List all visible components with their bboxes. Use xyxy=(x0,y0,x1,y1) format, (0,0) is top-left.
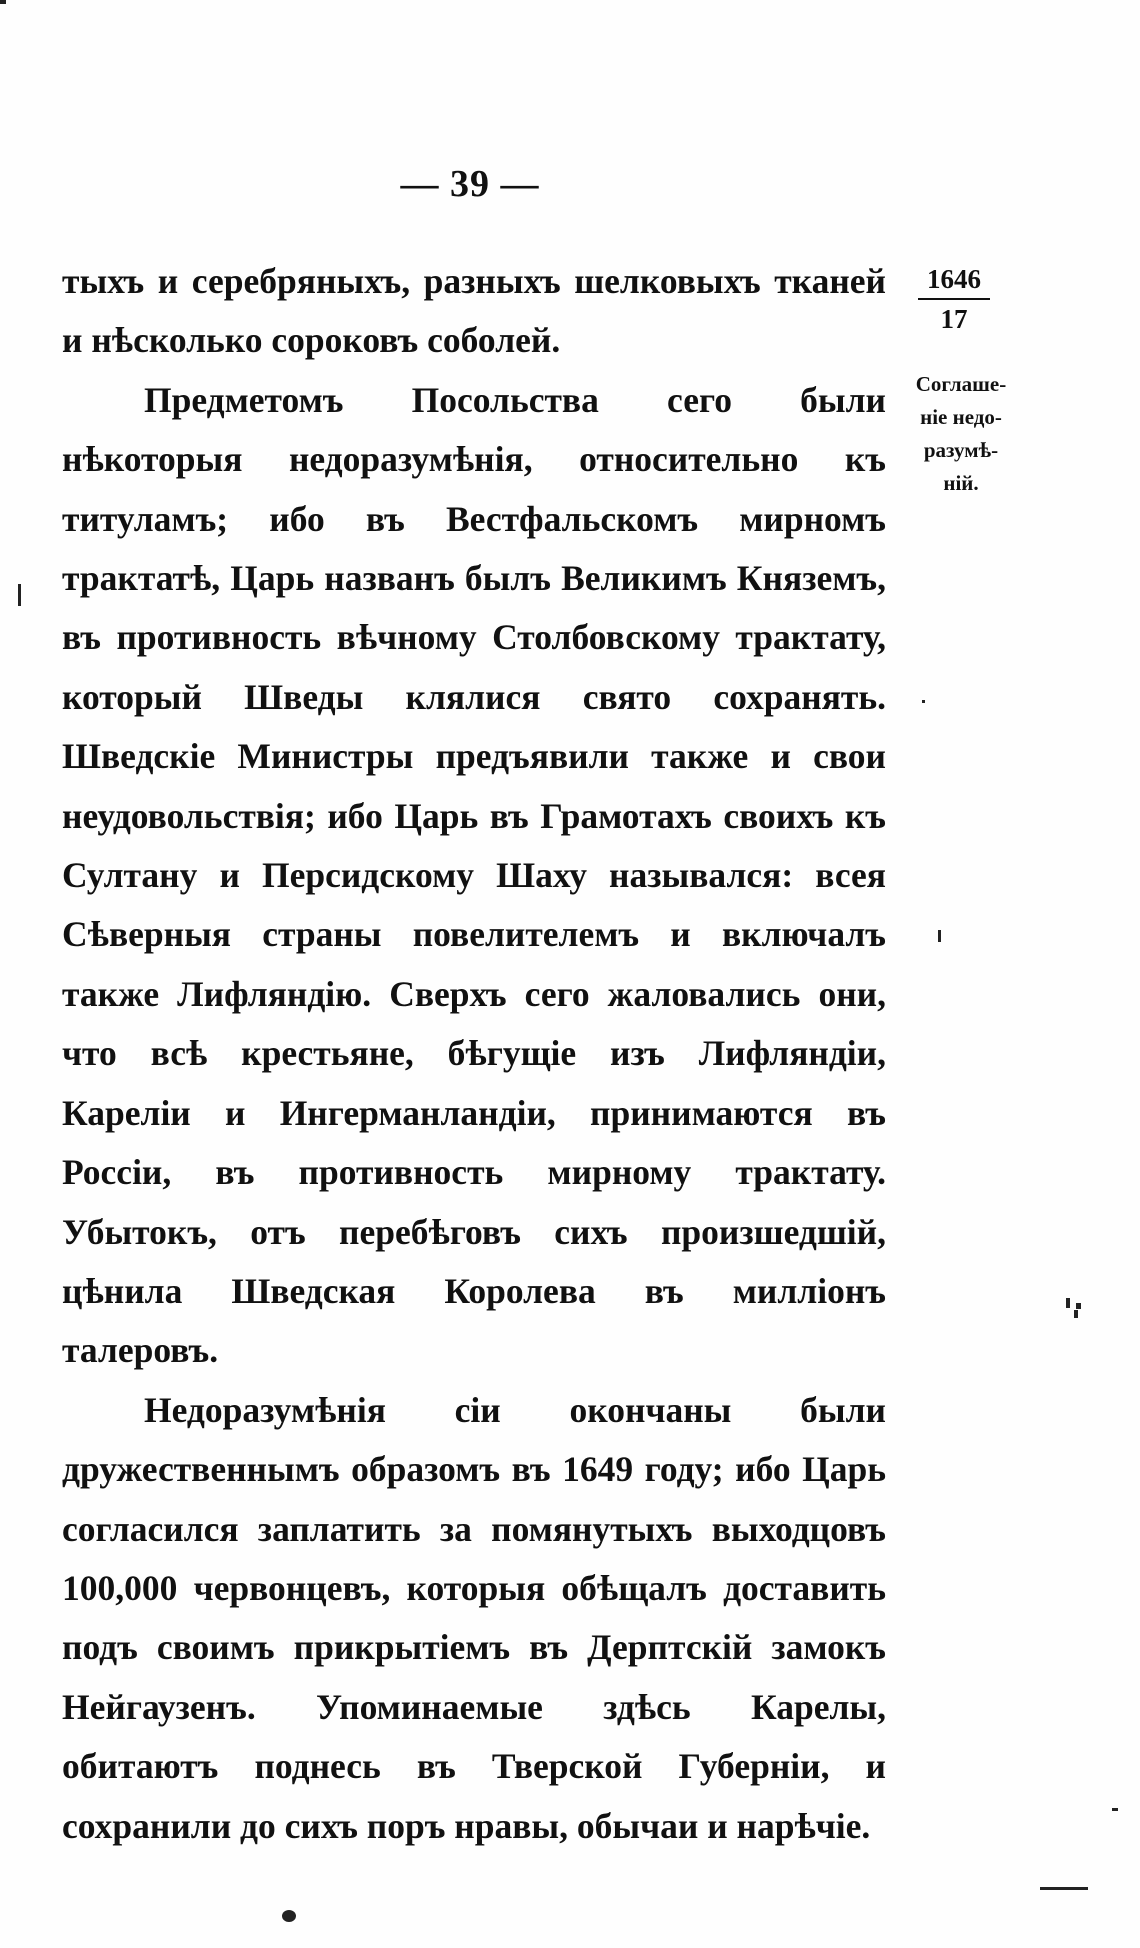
paragraph-resolution: Недоразумѣнія сіи окончаны были дружественнымъ образомъ въ 1649 году; ибо Царь согласился заплатить за помянутыхъ выходцовъ 100,000 червонцевъ, которыя обѣщалъ доставить подъ своимъ прикрытіемъ въ Дерптскій замокъ Нейгаузенъ. Упоминаемые здѣсь Карелы, обитаютъ поднесь въ Тверской Губерніи, и сохранили до сихъ поръ нравы, обычаи и нарѣчіе. xyxy=(62,1389,886,1846)
page-number: — 39 — xyxy=(400,163,540,205)
scan-speck xyxy=(1112,1808,1118,1811)
paragraph-continuation: тыхъ и серебряныхъ, разныхъ шелковыхъ тканей и нѣсколько сороковъ соболей. xyxy=(62,261,886,361)
scan-speck xyxy=(1040,1887,1088,1890)
scan-speck xyxy=(282,1910,296,1922)
margin-note-line: ній. xyxy=(943,471,979,495)
margin-note-line: разумѣ- xyxy=(923,438,999,462)
margin-note-line: ніе недо- xyxy=(920,405,1002,429)
scan-speck xyxy=(18,584,21,606)
margin-year-note xyxy=(918,262,990,336)
margin-subject-note xyxy=(902,368,1020,500)
body-text xyxy=(62,252,886,1856)
margin-note-line: Соглаше- xyxy=(915,372,1007,396)
margin-year-bottom: 17 xyxy=(940,304,968,334)
scan-speck xyxy=(1076,1303,1081,1309)
scan-speck xyxy=(1066,1298,1070,1308)
scan-speck xyxy=(938,930,941,942)
scan-speck xyxy=(1074,1310,1078,1318)
margin-year-top: 1646 xyxy=(918,262,990,300)
paragraph-embassy-subject: Предметомъ Посольства сего были нѣкоторыя недоразумѣнія, относительно къ титуламъ; ибо въ Вестфальскомъ мирномъ трактатѣ, Царь названъ былъ Великимъ Княземъ, въ противность вѣчному Столбовскому трактату, который Шведы клялися свято сохранять. Шведскіе Министры предъявили также и свои неудовольствія; ибо Царь въ Грамотахъ своихъ къ Султану и Персидскому Шаху назывался: всея Сѣверныя страны повелителемъ и включалъ также Лифляндію. Сверхъ сего жаловались они, что всѣ крестьяне, бѣгущіе изъ Лифляндіи, Кареліи и Ингерманландіи, принимаются въ Россіи, въ противность мирному трактату. Убытокъ, отъ перебѣговъ сихъ произшедшій, цѣнила Шведская Королева въ милліонъ талеровъ. xyxy=(62,379,886,1371)
scan-speck xyxy=(922,700,925,703)
scan-speck xyxy=(0,0,6,4)
